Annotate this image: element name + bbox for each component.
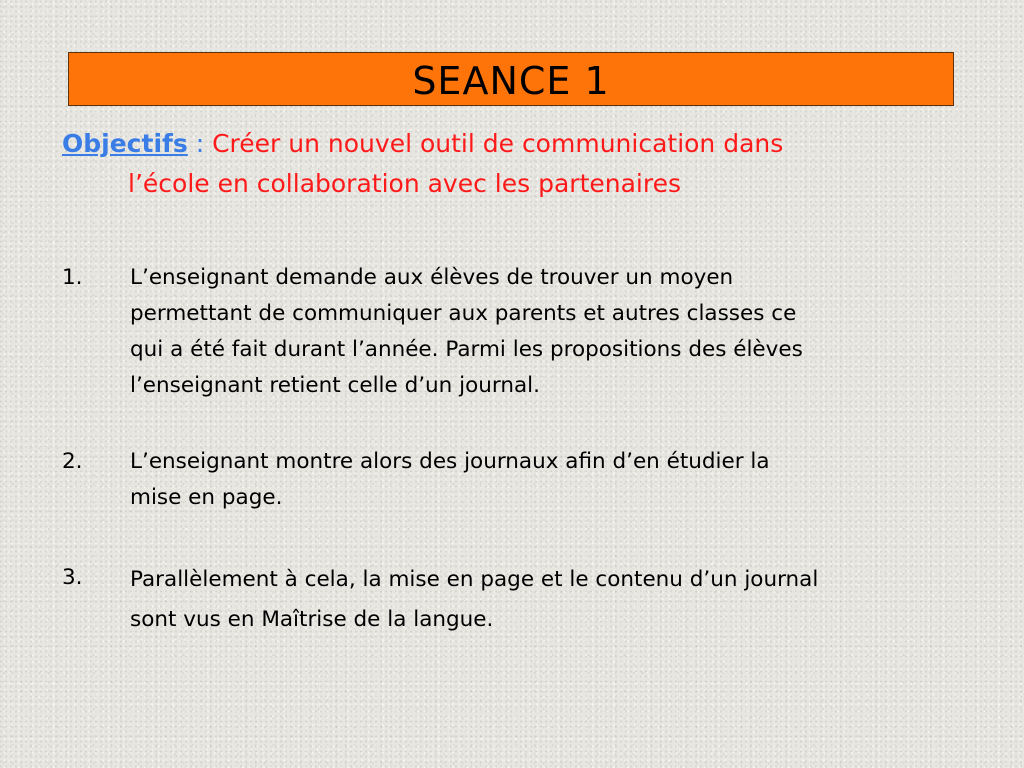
item-line: mise en page.	[130, 485, 283, 510]
objectives-line-2: l’école en collaboration avec les partenaires	[128, 169, 681, 198]
item-text	[130, 444, 962, 516]
item-line: Parallèlement à cela, la mise en page et le contenu d’un journal	[130, 567, 819, 592]
item-number: 2.	[62, 449, 83, 474]
item-line: permettant de communiquer aux parents et autres classes ce	[130, 301, 797, 326]
item-line: qui a été fait durant l’année. Parmi les propositions des élèves	[130, 337, 803, 362]
item-line: L’enseignant demande aux élèves de trouver un moyen	[130, 265, 734, 290]
item-number: 1.	[62, 265, 83, 290]
item-line: sont vus en Maîtrise de la langue.	[130, 607, 494, 632]
objectives-label: Objectifs	[62, 129, 188, 158]
slide-title-box	[68, 52, 954, 106]
list-item	[62, 560, 962, 640]
slide-title: SEANCE 1	[412, 59, 610, 103]
item-line: l’enseignant retient celle d’un journal.	[130, 373, 540, 398]
list-item	[62, 260, 962, 404]
item-text	[130, 560, 962, 640]
objectives-block	[62, 124, 962, 204]
item-text	[130, 260, 962, 404]
objectives-text-1: Créer un nouvel outil de communication dans	[204, 129, 784, 158]
objectives-line-1	[62, 124, 962, 164]
item-number: 3.	[62, 565, 83, 590]
item-line: L’enseignant montre alors des journaux afin d’en étudier la	[130, 449, 770, 474]
objectives-separator: :	[187, 129, 205, 158]
list-item	[62, 444, 962, 516]
